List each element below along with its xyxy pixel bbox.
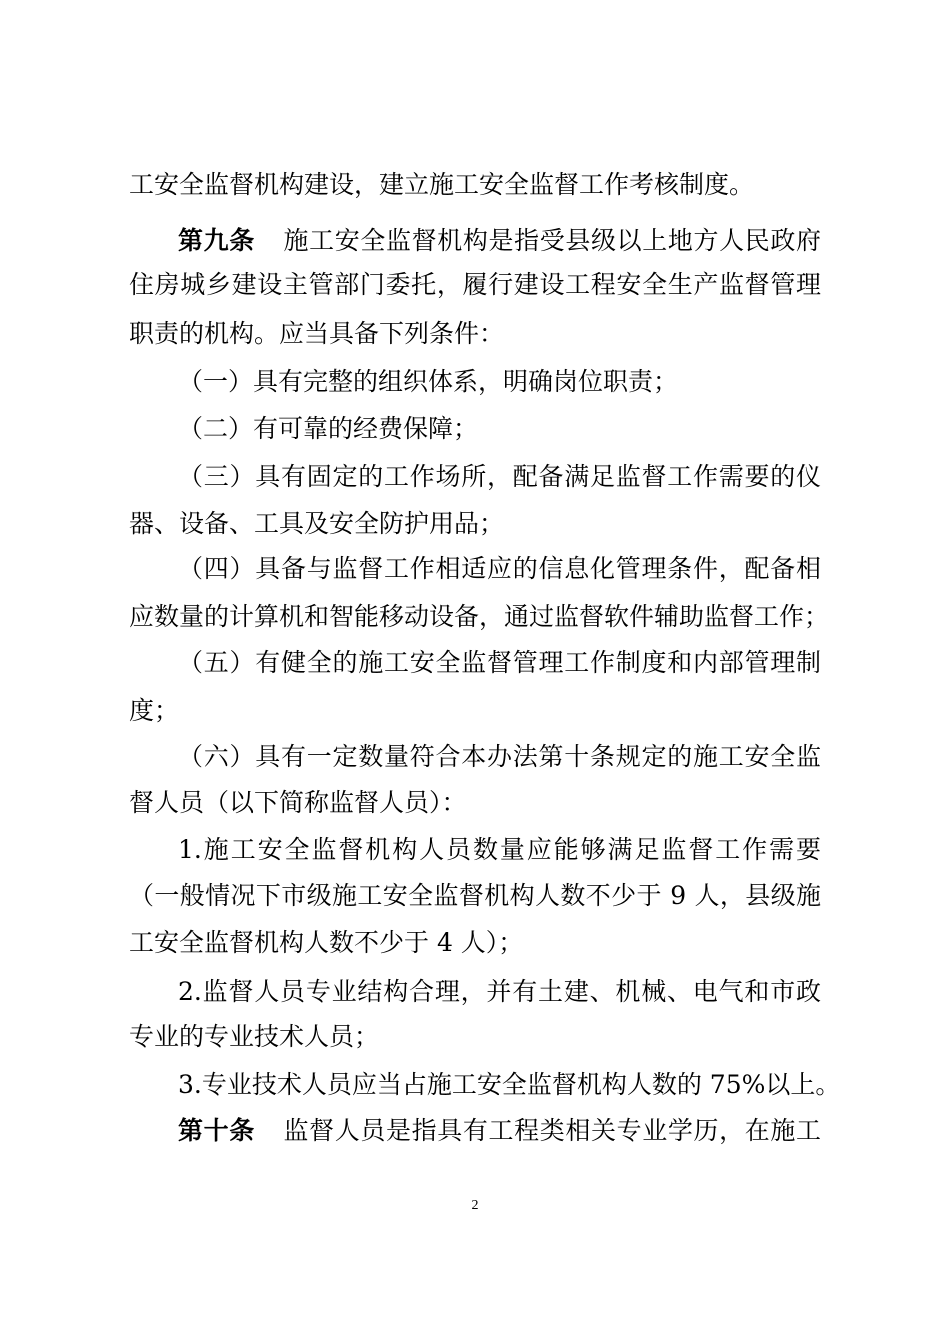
list-item: （三）具有固定的工作场所，配备满足监督工作需要的仪: [178, 462, 821, 491]
text-line: 器、设备、工具及安全防护用品；: [129, 509, 505, 538]
list-item: （二）有可靠的经费保障；: [178, 414, 479, 443]
list-item: （四）具备与监督工作相适应的信息化管理条件，配备相: [178, 554, 821, 583]
list-item: （一）具有完整的组织体系，明确岗位职责；: [178, 367, 679, 396]
list-item: 2.监督人员专业结构合理，并有土建、机械、电气和市政: [178, 977, 821, 1006]
text-line: 督人员（以下简称监督人员）：: [129, 788, 467, 817]
text-line: 职责的机构。应当具备下列条件：: [129, 319, 505, 348]
article-9-line: 第九条 施工安全监督机构是指受县级以上地方人民政府: [178, 226, 821, 255]
text-line: 专业的专业技术人员；: [129, 1022, 380, 1051]
list-item: （五）有健全的施工安全监督管理工作制度和内部管理制: [178, 648, 821, 677]
text-line: 度；: [129, 696, 180, 725]
article-9-heading: 第九条: [178, 226, 255, 255]
list-item: 1.施工安全监督机构人员数量应能够满足监督工作需要: [178, 835, 821, 864]
list-item: （六）具有一定数量符合本办法第十条规定的施工安全监: [178, 742, 821, 771]
article-10-heading: 第十条: [178, 1116, 255, 1145]
text-line: （一般情况下市级施工安全监督机构人数不少于 9 人，县级施: [129, 881, 821, 910]
page-number: 2: [471, 1198, 479, 1213]
text-line: 工安全监督机构建设，建立施工安全监督工作考核制度。: [129, 170, 755, 199]
article-10-line: 第十条 监督人员是指具有工程类相关专业学历，在施工: [178, 1116, 821, 1145]
text-line: 住房城乡建设主管部门委托，履行建设工程安全生产监督管理: [129, 270, 821, 299]
list-item: 3.专业技术人员应当占施工安全监督机构人数的 75%以上。: [178, 1070, 841, 1099]
text-line: 应数量的计算机和智能移动设备，通过监督软件辅助监督工作；: [129, 602, 830, 631]
text-line: 工安全监督机构人数不少于 4 人）；: [129, 928, 524, 957]
